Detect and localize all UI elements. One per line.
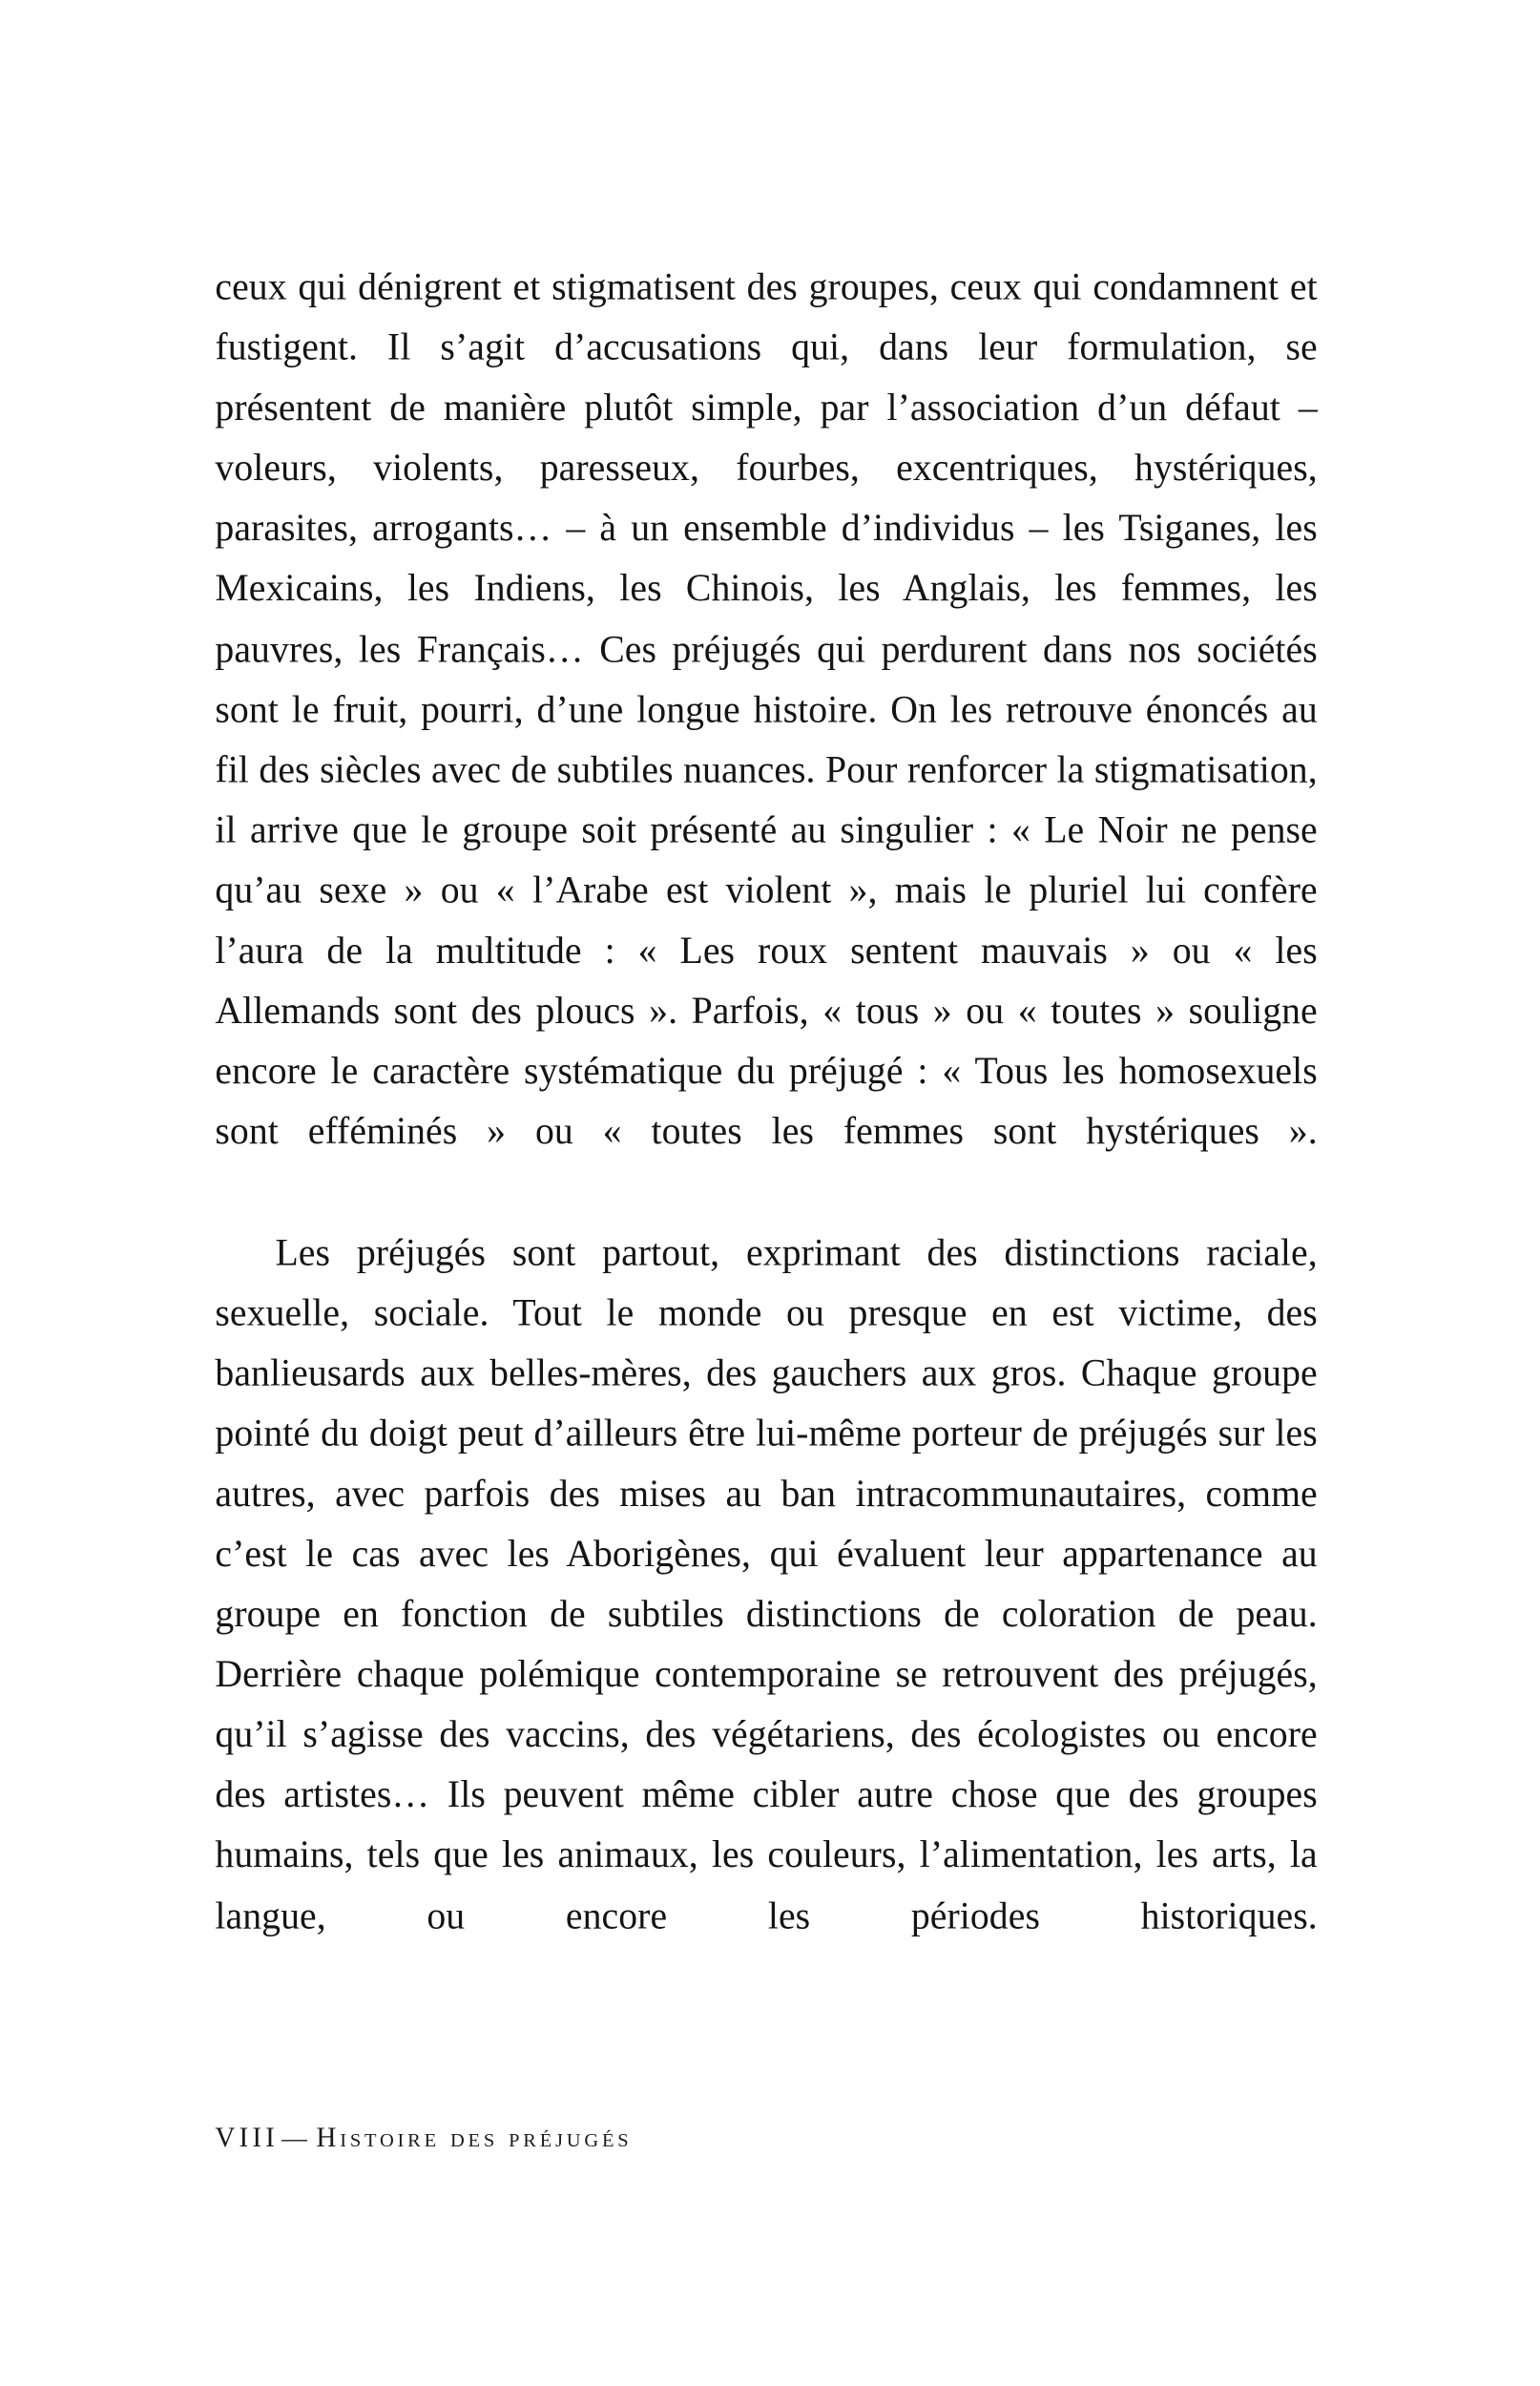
folio-number: VIII	[215, 2124, 279, 2155]
body-paragraph: ceux qui dénigrent et stigmatisent des groupes, ceux qui condamnent et fustigent. Il s’agit d’accusations qui, dans leur formulation, se présentent de manière plutôt simple, par l’association d’un défaut – voleurs, violents, paresseux, fourbes, excentriques, hystériques, parasites, arrogants… – à un ensemble d’individus – les Tsiganes, les Mexicains, les Indiens, les Chinois, les Anglais, les femmes, les pauvres, les Français… Ces préjugés qui perdurent dans nos sociétés sont le fruit, pourri, d’une longue histoire. On les retrouve énoncés au fil des siècles avec de subtiles nuances. Pour renforcer la stigmatisation, il arrive que le groupe soit présenté au singulier : « Le Noir ne pense qu’au sexe » ou « l’Arabe est violent », mais le pluriel lui confère l’aura de la multitude : « Les roux sentent mauvais » ou « les Allemands sont des ploucs ». Parfois, « tous » ou « toutes » souligne encore le caractère systématique du préjugé : « Tous les homosexuels sont efféminés » ou « toutes les femmes sont hystériques ».	[215, 267, 1318, 1153]
body-paragraph: Les préjugés sont partout, exprimant des distinctions raciale, sexuelle, sociale. Tout le monde ou presque en est victime, des banlieusards aux belles-mères, des gauchers aux gros. Chaque groupe pointé du doigt peut d’ailleurs être lui-même porteur de préjugés sur les autres, avec parfois des mises au ban intracommunautaires, comme c’est le cas avec les Aborigènes, qui évaluent leur appartenance au groupe en fonction de subtiles distinctions de coloration de peau. Derrière chaque polémique contemporaine se retrouvent des préjugés, qu’il s’agisse des vaccins, des végétariens, des écologistes ou encore des artistes… Ils peuvent même cibler autre chose que des groupes humains, tels que les animaux, les couleurs, l’alimentation, les arts, la langue, ou encore les périodes historiques.	[215, 1232, 1318, 1937]
text-column	[215, 259, 1317, 2008]
running-title: Histoire des préjugés	[316, 2124, 633, 2155]
page-footer	[215, 2124, 1317, 2156]
footer-separator: —	[281, 2124, 307, 2153]
